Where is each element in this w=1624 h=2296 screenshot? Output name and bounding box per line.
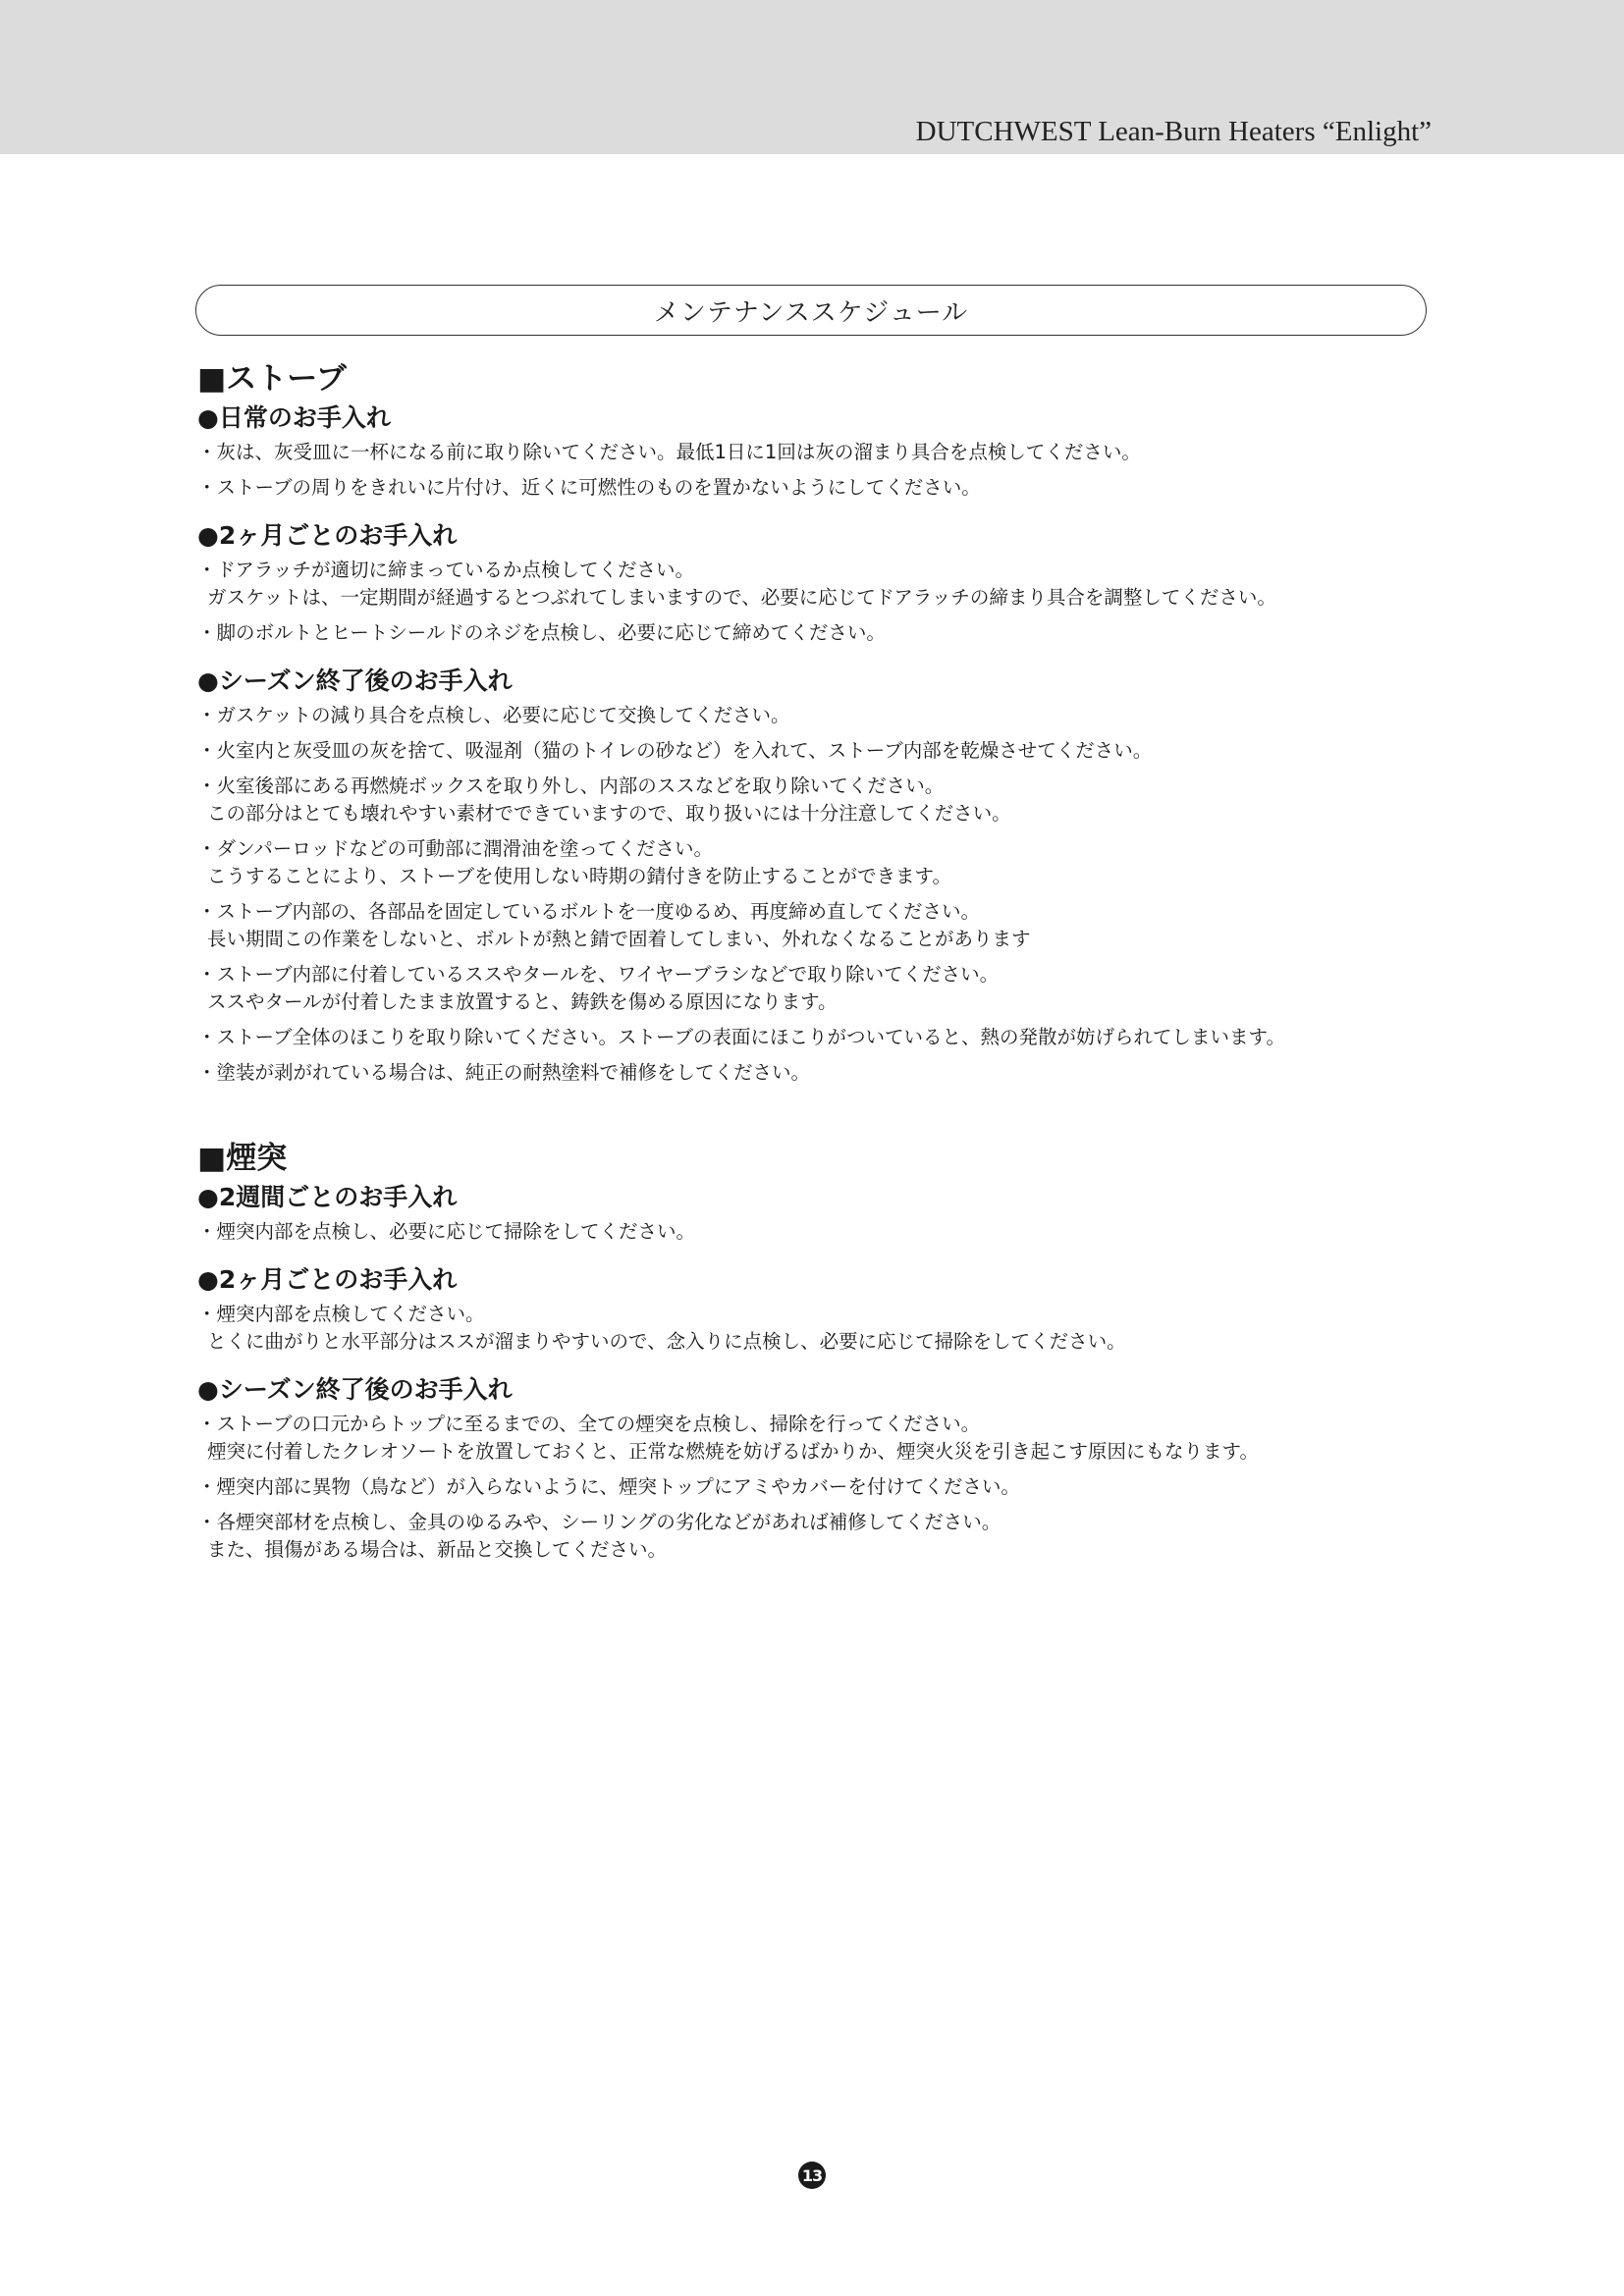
- list-item: ・ストーブの周りをきれいに片付け、近くに可燃性のものを置かないようにしてください。: [197, 476, 981, 499]
- list-item: ・ガスケットの減り具合を点検し、必要に応じて交換してください。: [197, 704, 790, 726]
- document-body: [197, 358, 1435, 1564]
- list-item: ・ダンパーロッドなどの可動部に潤滑油を塗ってください。 こうすることにより、ストーブを使用しない時期の錆付きを防止することができます。: [197, 837, 951, 887]
- list-item: ・火室後部にある再燃焼ボックスを取り外し、内部のススなどを取り除いてください。 この部分はとても壊れやすい素材でできていますので、取り扱いには十分注意してください。: [197, 774, 1011, 825]
- list-item: ・煙突内部に異物（鳥など）が入らないように、煙突トップにアミやカバーを付けてください。: [197, 1475, 1020, 1498]
- stove-bimonthly-list: [197, 557, 1435, 647]
- chimney-season-title: ●シーズン終了後のお手入れ: [197, 1375, 513, 1404]
- banner-label: メンテナンススケジュール: [653, 297, 969, 328]
- chimney-biweekly-title: ●2週間ごとのお手入れ: [197, 1183, 458, 1211]
- list-item: ・ドアラッチが適切に締まっているか点検してください。 ガスケットは、一定期間が経過するとつぶれてしまいますので、必要に応じてドアラッチの締まり具合を調整してください。: [197, 559, 1276, 609]
- list-item: ・煙突内部を点検し、必要に応じて掃除をしてください。: [197, 1220, 696, 1243]
- chimney-season-list: [197, 1411, 1435, 1564]
- stove-section-title: ■ストーブ: [197, 361, 347, 397]
- list-item: ・ストーブ内部の、各部品を固定しているボルトを一度ゆるめ、再度締め直してください。 長い期間この作業をしないと、ボルトが熱と錆で固着してしまい、外れなくなることがあります: [197, 900, 1031, 950]
- chimney-biweekly-list: [197, 1218, 1435, 1246]
- stove-season-title: ●シーズン終了後のお手入れ: [197, 667, 513, 695]
- stove-season-list: [197, 702, 1435, 1087]
- list-item: ・脚のボルトとヒートシールドのネジを点検し、必要に応じて締めてください。: [197, 621, 886, 644]
- chimney-bimonthly-list: [197, 1301, 1435, 1356]
- page-number: 13: [798, 2162, 826, 2189]
- list-item: ・ストーブの口元からトップに至るまでの、全ての煙突を点検し、掃除を行ってください。 煙突に付着したクレオソートを放置しておくと、正常な燃焼を妨げるばかりか、煙突火災を引き起こす原因にもなります。: [197, 1413, 1259, 1463]
- list-item: ・各煙突部材を点検し、金具のゆるみや、シーリングの劣化などがあれば補修してください。 また、損傷がある場合は、新品と交換してください。: [197, 1511, 1001, 1561]
- stove-section: [197, 358, 1435, 1087]
- stove-daily-title: ●日常のお手入れ: [197, 403, 391, 432]
- list-item: ・火室内と灰受皿の灰を捨て、吸湿剤（猫のトイレの砂など）を入れて、ストーブ内部を乾燥させてください。: [197, 739, 1153, 762]
- list-item: ・ストーブ全体のほこりを取り除いてください。ストーブの表面にほこりがついていると、熱の発散が妨げられてしまいます。: [197, 1026, 1285, 1048]
- chimney-section: [197, 1138, 1435, 1564]
- list-item: ・煙突内部を点検してください。 とくに曲がりと水平部分はススが溜まりやすいので、念入りに点検し、必要に応じて掃除をしてください。: [197, 1303, 1126, 1353]
- chimney-section-title: ■煙突: [197, 1141, 288, 1176]
- stove-daily-list: [197, 439, 1435, 502]
- list-item: ・ストーブ内部に付着しているススやタールを、ワイヤーブラシなどで取り除いてください。 ススやタールが付着したまま放置すると、鋳鉄を傷める原因になります。: [197, 963, 1000, 1013]
- list-item: ・灰は、灰受皿に一杯になる前に取り除いてください。最低1日に1回は灰の溜まり具合を点検してください。: [197, 441, 1141, 463]
- chimney-bimonthly-title: ●2ヶ月ごとのお手入れ: [197, 1265, 458, 1294]
- document-header-title: DUTCHWEST Lean-Burn Heaters “Enlight”: [915, 116, 1432, 147]
- section-banner: [195, 285, 1427, 336]
- stove-bimonthly-title: ●2ヶ月ごとのお手入れ: [197, 521, 458, 550]
- list-item: ・塗装が剥がれている場合は、純正の耐熱塗料で補修をしてください。: [197, 1061, 811, 1084]
